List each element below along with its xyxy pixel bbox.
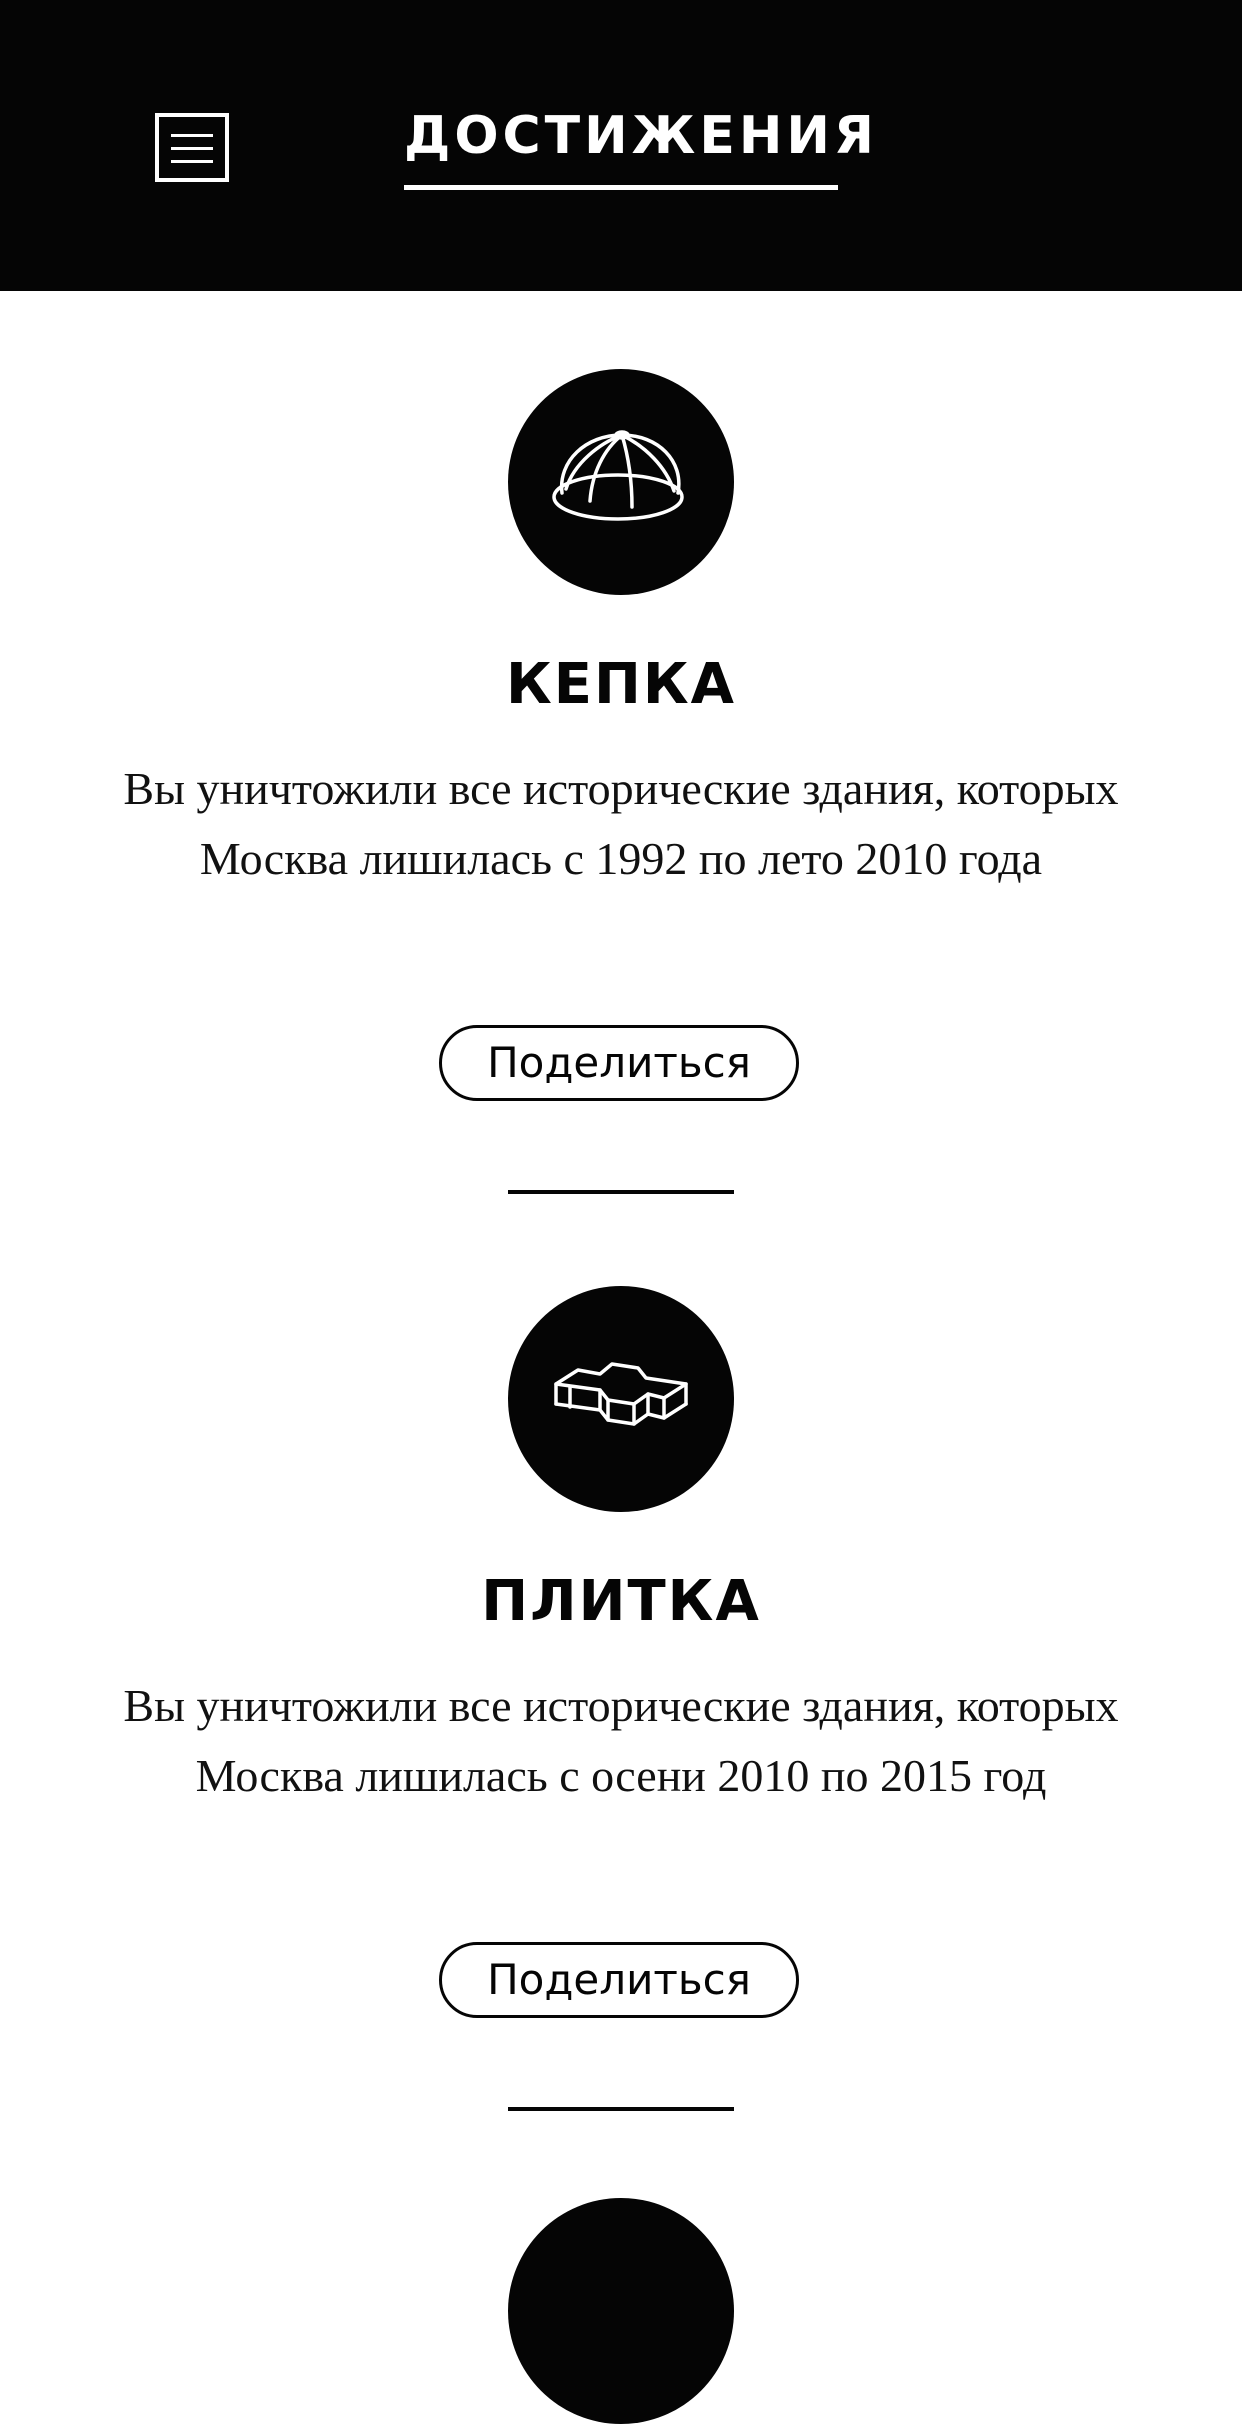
divider [508, 1190, 734, 1194]
achievement-title: КЕПКА [505, 652, 736, 717]
share-button[interactable]: Поделиться [439, 1025, 799, 1101]
header-bar [0, 0, 1242, 291]
divider [508, 2107, 734, 2111]
achievement-badge [508, 369, 734, 595]
menu-button[interactable] [155, 113, 229, 182]
achievement-badge [508, 1286, 734, 1512]
achievement-title: ПЛИТКА [481, 1569, 761, 1634]
paving-tile-icon [508, 1286, 734, 1512]
page-title: ДОСТИЖЕНИЯ [404, 100, 838, 190]
achievement-item-cap [0, 369, 1242, 1286]
achievement-description: Вы уничтожили все исторические здания, которых Москва лишилась с осени 2010 по 2015 год [123, 1680, 1119, 1801]
achievement-badge-partial [508, 2198, 734, 2424]
achievement-description: Вы уничтожили все исторические здания, которых Москва лишилась с 1992 по лето 2010 года [123, 763, 1119, 884]
share-button[interactable]: Поделиться [439, 1942, 799, 2018]
achievement-item-tile [0, 1286, 1242, 2203]
cap-icon [508, 369, 734, 595]
